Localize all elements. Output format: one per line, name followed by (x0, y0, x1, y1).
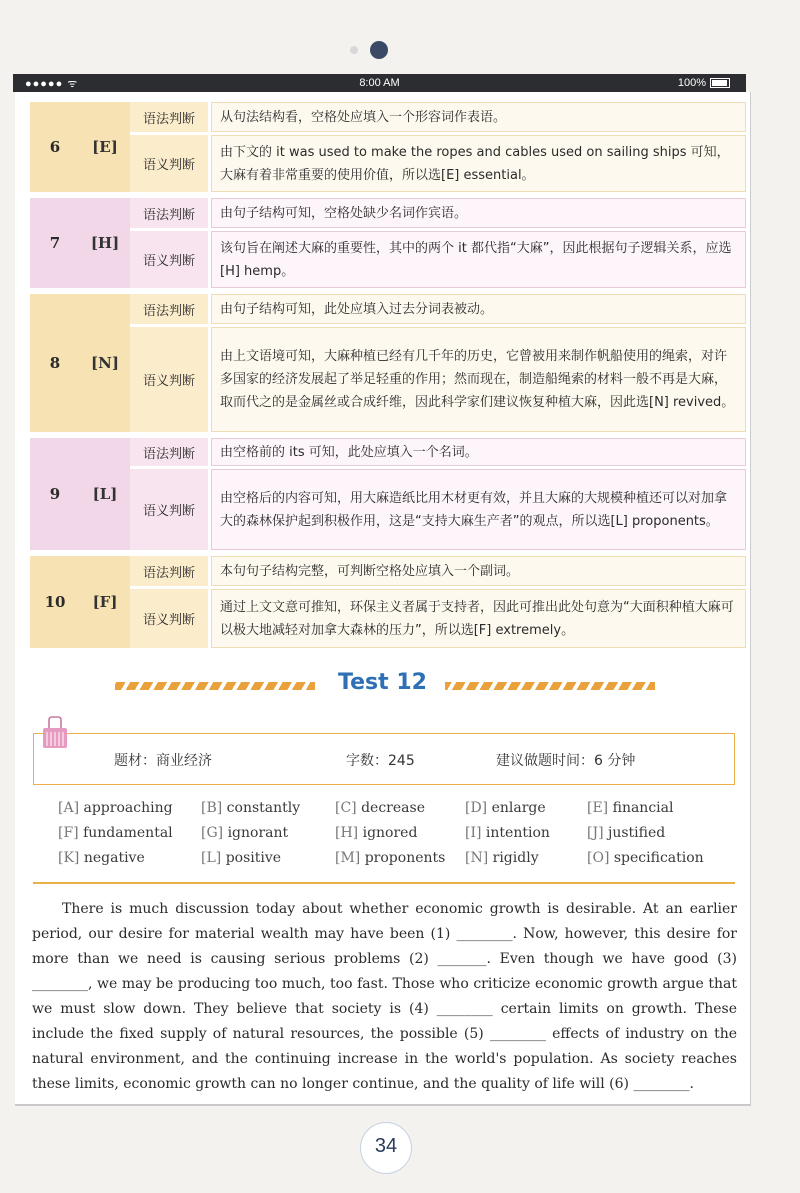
battery-icon (710, 78, 730, 88)
test-info-box (33, 733, 735, 785)
word-option: [D] enlarge (465, 800, 546, 816)
book-page (15, 92, 751, 1106)
answer-letter: [E] (80, 102, 130, 192)
question-number: 10 (30, 556, 80, 648)
meaning-text: 由下文的 it was used to make the ropes and cables used on sailing ships 可知，大麻有着非常重要的使用价值，所以选[E] essential。 (211, 135, 746, 192)
word-option: [C] decrease (335, 800, 425, 816)
status-time: 8:00 AM (359, 77, 400, 89)
answer-block (30, 556, 746, 648)
divider (15, 1104, 750, 1105)
signal-indicator: ●●●●● ᯤ (25, 78, 79, 90)
answer-letter: [N] (80, 294, 130, 432)
answer-block (30, 102, 746, 192)
grammar-label: 语法判断 (130, 294, 208, 324)
answer-letter: [H] (80, 198, 130, 288)
meaning-label: 语义判断 (130, 327, 208, 432)
page-number: 34 (360, 1122, 412, 1174)
grammar-text: 由空格前的 its 可知，此处应填入一个名词。 (211, 438, 746, 466)
test-heading (15, 670, 750, 700)
answer-letter: [L] (80, 438, 130, 550)
word-option: [O] specification (587, 850, 704, 866)
grammar-label: 语法判断 (130, 556, 208, 586)
grammar-label: 语法判断 (130, 438, 208, 466)
word-option: [E] financial (587, 800, 674, 816)
meaning-label: 语义判断 (130, 231, 208, 288)
answer-block (30, 438, 746, 550)
reading-passage (32, 897, 737, 1097)
grammar-text: 由句子结构可知，此处应填入过去分词表被动。 (211, 294, 746, 324)
meaning-text: 通过上文文意可推知，环保主义者属于支持者，因此可推出此处句意为“大面积种植大麻可以极大地减轻对加拿大森林的压力”，所以选[F] extremely。 (211, 589, 746, 648)
answer-block (30, 294, 746, 432)
meaning-label: 语义判断 (130, 589, 208, 648)
question-number: 6 (30, 102, 80, 192)
word-option: [N] rigidly (465, 850, 539, 866)
grammar-label: 语法判断 (130, 102, 208, 132)
word-option: [J] justified (587, 825, 666, 841)
meaning-label: 语义判断 (130, 469, 208, 550)
meaning-text: 由空格后的内容可知，用大麻造纸比用木材更有效，并且大麻的大规模种植还可以对加拿大的森林保护起到积极作用，这是“支持大麻生产者”的观点，所以选[L] proponents。 (211, 469, 746, 550)
question-number: 8 (30, 294, 80, 432)
meaning-label: 语义判断 (130, 135, 208, 192)
word-option: [B] constantly (201, 800, 301, 816)
grammar-label: 语法判断 (130, 198, 208, 228)
suggested-time-label: 建议做题时间：6 分钟 (496, 753, 636, 769)
passage-paragraph: There is much discussion today about whether economic growth is desirable. At an earlier period, our desire for material wealth may have been (1) ________. Now, however, this desire for more than we need is causing serious problems (2) _______. Even though we have good (3) ________, we may be producing too much, too fast. Those who criticize economic growth argue that we must slow down. They believe that society is (4) ________ certain limits on growth. These include the fixed supply of natural resources, the possible (5) ________ effects of industry on the natural environment, and the continuing increase in the world's population. As society reaches these limits, economic growth can no longer continue, and the quality of life will (6) ________. (32, 901, 737, 1092)
word-option: [L] positive (201, 850, 282, 866)
test-title: Test 12 (338, 670, 427, 695)
meaning-text: 该句旨在阐述大麻的重要性，其中的两个 it 都代指“大麻”，因此根据句子逻辑关系，应选[H] hemp。 (211, 231, 746, 288)
word-count-label: 字数：245 (346, 753, 415, 769)
grammar-text: 由句子结构可知，空格处缺少名词作宾语。 (211, 198, 746, 228)
answer-letter: [F] (80, 556, 130, 648)
battery-percent: 100% (677, 77, 706, 89)
grammar-text: 从句法结构看，空格处应填入一个形容词作表语。 (211, 102, 746, 132)
word-option: [A] approaching (58, 800, 173, 816)
binder-clip-icon (42, 716, 68, 750)
grammar-text: 本句句子结构完整，可判断空格处应填入一个副词。 (211, 556, 746, 586)
word-option: [H] ignored (335, 825, 418, 841)
question-number: 9 (30, 438, 80, 550)
word-option: [K] negative (58, 850, 145, 866)
divider (33, 882, 735, 884)
word-option: [G] ignorant (201, 825, 289, 841)
camera-dot (370, 41, 388, 59)
word-option: [F] fundamental (58, 825, 173, 841)
status-bar (13, 74, 746, 92)
word-option: [I] intention (465, 825, 550, 841)
battery-indicator (678, 77, 730, 89)
question-number: 7 (30, 198, 80, 288)
topic-label: 题材：商业经济 (114, 753, 212, 769)
word-option: [M] proponents (335, 850, 446, 866)
device-camera (0, 40, 800, 60)
sensor-dot (350, 46, 358, 54)
meaning-text: 由上文语境可知，大麻种植已经有几千年的历史，它曾被用来制作帆船使用的绳索，对许多国家的经济发展起了举足轻重的作用；然而现在，制造船绳索的材料一般不再是大麻，取而代之的是金属丝或合成纤维，因此科学家们建议恢复种植大麻，因此选[N] revived。 (211, 327, 746, 432)
answer-block (30, 198, 746, 288)
